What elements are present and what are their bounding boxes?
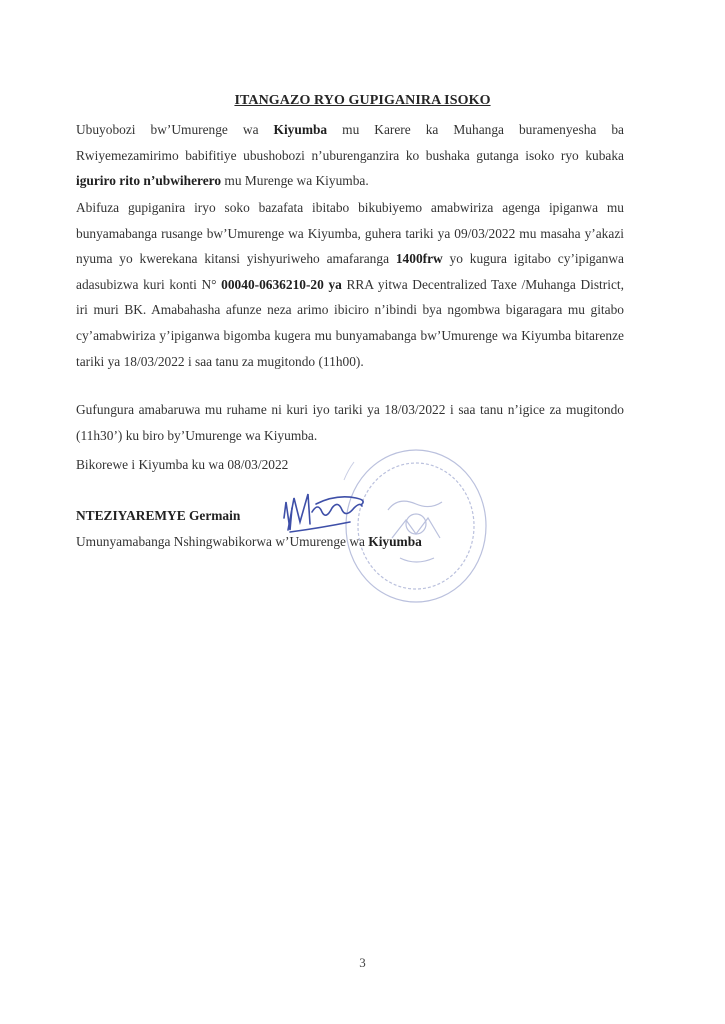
p2-text-3: RRA yitwa Decentralized Taxe /Muhanga District, iri muri BK. Amabahasha afunze neza arimo ibiciro n’ibindi bya ngombwa bigaragara mu gitabo cy’amabwiriza y’ipiganwa bigomba kugera mu bunyamabanga bw’Umurenge wa Kiyumba bitarenze tariki ya 18/03/2022 i saa tanu za mugitondo (11h00). <box>76 276 624 369</box>
p1-bold-2: iguriro rito n’ubwiherero <box>76 173 222 189</box>
p2-bold-amount: 1400frw <box>395 251 443 267</box>
date-line: Bikorewe i Kiyumba ku wa 08/03/2022 <box>76 457 289 472</box>
paragraph-bidding-instructions <box>76 195 624 374</box>
paragraph-opening: Gufungura amabaruwa mu ruhame ni kuri iyo tariki ya 18/03/2022 i saa tanu n’igice za mugitondo (11h30’) ku biro by’Umurenge wa Kiyumba. <box>76 402 624 443</box>
p1-text-1: Ubuyobozi bw’Umurenge wa <box>76 122 274 137</box>
signatory-title <box>76 534 422 550</box>
handwritten-signature <box>270 478 380 538</box>
p2-bold-account: 00040-0636210-20 ya <box>221 276 342 292</box>
signatory-title-prefix: Umunyamabanga Nshingwabikorwa w’Umurenge wa <box>76 534 369 549</box>
p2-text-1: Abifuza gupiganira iryo soko bazafata ibitabo bikubiyemo amabwiriza agenga ipiganwa mu bunyamabanga rusange bw’Umurenge wa Kiyumba, guhera tariki ya 09/03/2022 mu masaha y’akazi nyuma yo kwerekana kitansi yishyuriweho amafaranga <box>76 200 624 267</box>
p1-text-3: mu Murenge wa Kiyumba. <box>221 173 369 189</box>
page-number: 3 <box>359 955 366 970</box>
paragraph-announcement <box>76 117 624 194</box>
signatory-name: NTEZIYAREMYE Germain <box>76 508 241 523</box>
p1-text-2: mu Karere ka Muhanga buramenyesha ba Rwiyemezamirimo babifitiye ubushobozi n’uburenganzira ko bushaka gutanga isoko ryo kubaka <box>76 122 624 163</box>
signatory-title-bold: Kiyumba <box>368 534 422 549</box>
p1-bold-1: Kiyumba <box>273 122 328 137</box>
p2-text-2: yo kugura igitabo cy’ipiganwa adasubizwa kuri konti N° <box>76 251 624 292</box>
document-title: ITANGAZO RYO GUPIGANIRA ISOKO <box>234 93 491 108</box>
